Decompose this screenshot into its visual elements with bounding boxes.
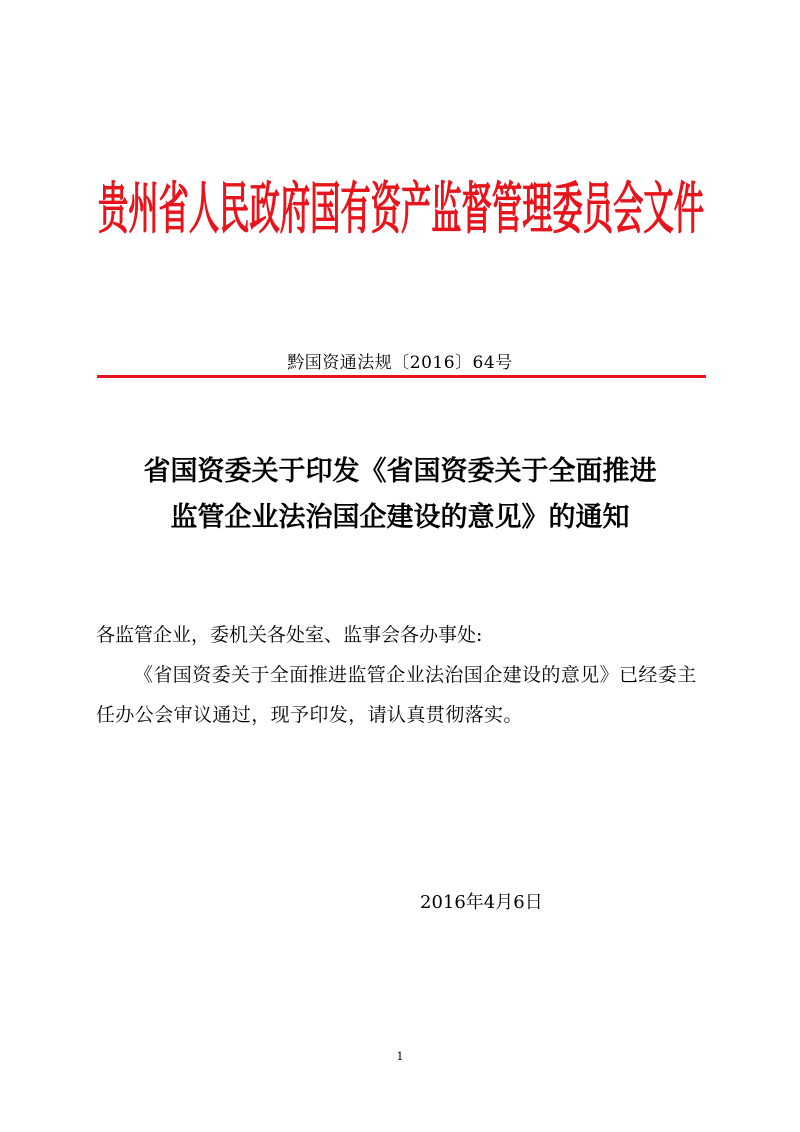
document-subject (0, 449, 800, 541)
agency-title (98, 178, 708, 238)
agency-title-text: 贵州省人民政府国有资产监督管理委员会文件 (98, 178, 704, 238)
red-divider-rule (97, 375, 706, 378)
issue-date: 2016年4月6日 (420, 892, 543, 913)
page-number: 1 (396, 1050, 404, 1063)
document-body (96, 615, 708, 735)
document-number: 黔国资通法规〔2016〕64号 (287, 353, 513, 373)
subject-line-2: 监管企业法治国企建设的意见》的通知 (170, 502, 630, 533)
addressee-line: 各监管企业，委机关各处室、监事会各办事处: (96, 624, 483, 646)
agency-title-svg (98, 178, 708, 238)
subject-line-1: 省国资委关于印发《省国资委关于全面推进 (143, 456, 657, 487)
body-paragraph: 《省国资委关于全面推进监管企业法治国企建设的意见》已经委主任办公会审议通过，现予印发，请认真贯彻落实。 (96, 664, 697, 726)
